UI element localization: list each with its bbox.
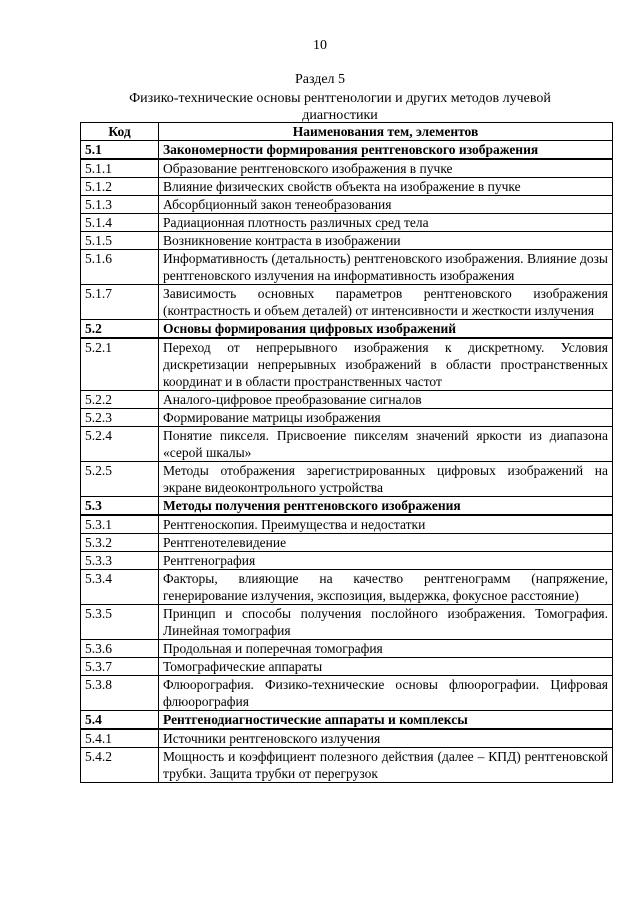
row-code: 5.1 [81, 141, 159, 160]
table-row [81, 214, 613, 232]
row-name: Абсорбционный закон тенеобразования [159, 196, 613, 214]
table-row [81, 427, 613, 462]
row-name: Методы отображения зарегистрированных цифровых изображений на экране видеоконтрольного устройства [159, 462, 613, 497]
row-name: Мощность и коэффициент полезного действия (далее – КПД) рентгеновской трубки. Защита трубки от перегрузок [159, 748, 613, 783]
row-code: 5.2.3 [81, 409, 159, 427]
row-code: 5.3.1 [81, 515, 159, 534]
row-code: 5.3 [81, 497, 159, 516]
table-row [81, 159, 613, 178]
section-label: Раздел 5 [294, 72, 346, 87]
table-row [81, 640, 613, 658]
table-row [81, 676, 613, 711]
table-row [81, 196, 613, 214]
row-code: 5.4 [81, 711, 159, 730]
row-name: Зависимость основных параметров рентгеновского изображения (контрастность и объем деталей) от интенсивности и жесткости излучения [159, 285, 613, 320]
table-row [81, 409, 613, 427]
row-name: Влияние физических свойств объекта на изображение в пучке [159, 178, 613, 196]
header-code: Код [81, 123, 159, 141]
row-code: 5.3.6 [81, 640, 159, 658]
row-name: Переход от непрерывного изображения к дискретному. Условия дискретизации непрерывных изображений в области пространственных координат и в области пространственных частот [159, 338, 613, 391]
row-code: 5.4.1 [81, 729, 159, 748]
row-code: 5.2.4 [81, 427, 159, 462]
row-name: Основы формирования цифровых изображений [159, 320, 613, 339]
row-name: Продольная и поперечная томография [159, 640, 613, 658]
table-row [81, 285, 613, 320]
row-name: Закономерности формирования рентгеновского изображения [159, 141, 613, 160]
row-code: 5.2 [81, 320, 159, 339]
row-code: 5.1.3 [81, 196, 159, 214]
table-row [81, 658, 613, 676]
row-name: Аналого-цифровое преобразование сигналов [159, 391, 613, 409]
row-code: 5.3.8 [81, 676, 159, 711]
row-name: Понятие пикселя. Присвоение пикселям значений яркости из диапазона «серой шкалы» [159, 427, 613, 462]
row-name: Источники рентгеновского излучения [159, 729, 613, 748]
row-name: Рентгенография [159, 552, 613, 570]
row-code: 5.3.4 [81, 570, 159, 605]
row-code: 5.2.2 [81, 391, 159, 409]
section-title: Физико-технические основы рентгенологии и других методов лучевой диагностики [129, 91, 551, 123]
table-row [81, 178, 613, 196]
row-name: Рентгенодиагностические аппараты и комплексы [159, 711, 613, 730]
row-code: 5.1.6 [81, 250, 159, 285]
row-code: 5.2.5 [81, 462, 159, 497]
row-code: 5.1.1 [81, 159, 159, 178]
header-name: Наименования тем, элементов [159, 123, 613, 141]
row-name: Радиационная плотность различных сред тела [159, 214, 613, 232]
row-code: 5.1.5 [81, 232, 159, 250]
row-name: Факторы, влияющие на качество рентгенограмм (напряжение, генерирование излучения, экспозиция, выдержка, фокусное расстояние) [159, 570, 613, 605]
page-number: 10 [313, 38, 327, 53]
table-row [81, 605, 613, 640]
table-row [81, 250, 613, 285]
table-row [81, 534, 613, 552]
row-code: 5.1.7 [81, 285, 159, 320]
row-name: Методы получения рентгеновского изображения [159, 497, 613, 516]
row-name: Рентгенотелевидение [159, 534, 613, 552]
row-code: 5.2.1 [81, 338, 159, 391]
row-name: Флюорография. Физико-технические основы флюорографии. Цифровая флюорография [159, 676, 613, 711]
section-row [81, 711, 613, 730]
row-name: Принцип и способы получения послойного изображения. Томография. Линейная томография [159, 605, 613, 640]
table-row [81, 729, 613, 748]
row-code: 5.3.7 [81, 658, 159, 676]
row-code: 5.3.3 [81, 552, 159, 570]
table-row [81, 552, 613, 570]
row-name: Рентгеноскопия. Преимущества и недостатки [159, 515, 613, 534]
row-code: 5.1.2 [81, 178, 159, 196]
row-code: 5.3.2 [81, 534, 159, 552]
table-row [81, 570, 613, 605]
curriculum-table [80, 122, 613, 783]
table-row [81, 338, 613, 391]
table-header-row [81, 123, 613, 141]
table-row [81, 232, 613, 250]
section-row [81, 320, 613, 339]
table-row [81, 462, 613, 497]
row-code: 5.1.4 [81, 214, 159, 232]
table-row [81, 391, 613, 409]
row-code: 5.3.5 [81, 605, 159, 640]
row-name: Возникновение контраста в изображении [159, 232, 613, 250]
row-name: Образование рентгеновского изображения в пучке [159, 159, 613, 178]
table-row [81, 515, 613, 534]
row-name: Томографические аппараты [159, 658, 613, 676]
section-row [81, 141, 613, 160]
row-name: Формирование матрицы изображения [159, 409, 613, 427]
row-name: Информативность (детальность) рентгеновского изображения. Влияние дозы рентгеновского излучения на информативность изображения [159, 250, 613, 285]
table-row [81, 748, 613, 783]
row-code: 5.4.2 [81, 748, 159, 783]
section-row [81, 497, 613, 516]
